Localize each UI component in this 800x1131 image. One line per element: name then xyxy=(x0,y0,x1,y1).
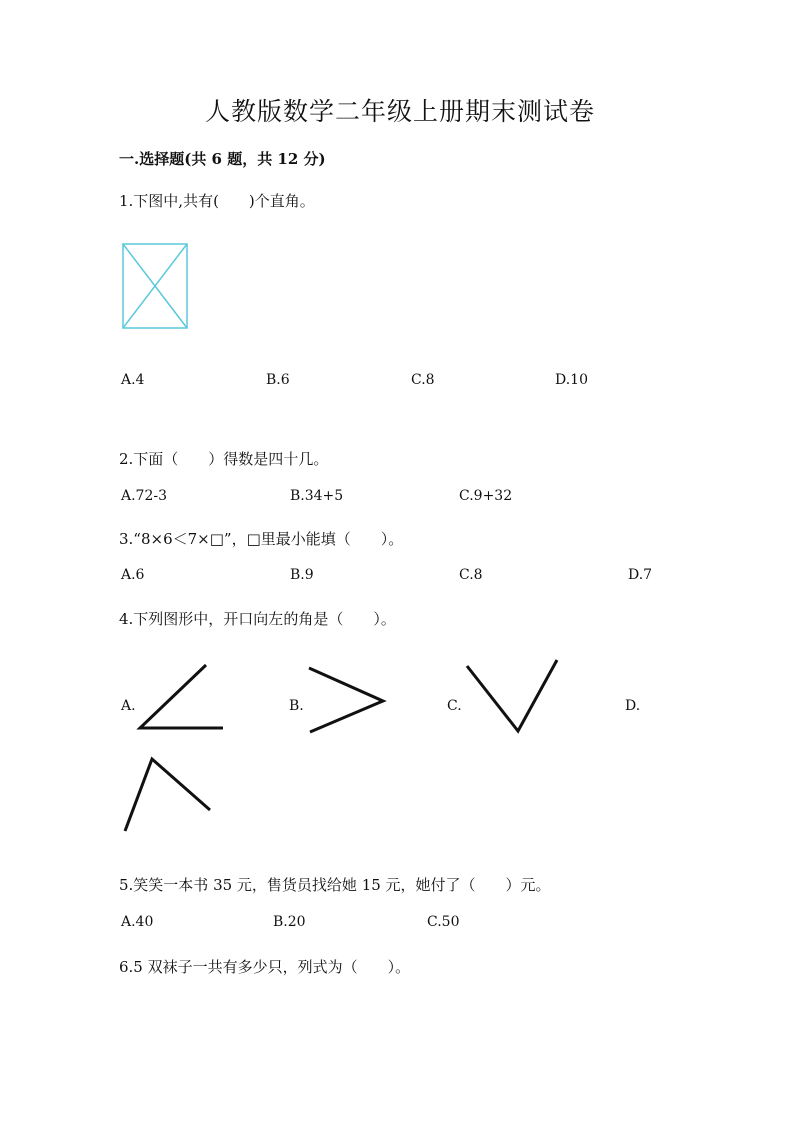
q2-option-b: B.34+5 xyxy=(290,488,344,504)
question-6-stem: 6.5 双袜子一共有多少只，列式为（ ）。 xyxy=(119,958,411,976)
q5-option-c: C.50 xyxy=(427,914,460,930)
question-4-stem: 4.下列图形中，开口向左的角是（ ）。 xyxy=(119,610,396,628)
q4-option-b: B. xyxy=(289,698,304,714)
question-3-stem: 3.“8×6＜7×□”，□里最小能填（ ）。 xyxy=(119,530,404,548)
q1-option-a: A.4 xyxy=(121,372,145,388)
angle-c-figure xyxy=(464,657,562,735)
angle-d-figure xyxy=(121,754,215,834)
angle-a-figure xyxy=(135,662,227,732)
q3-option-a: A.6 xyxy=(121,567,145,583)
q5-option-b: B.20 xyxy=(273,914,306,930)
q3-option-c: C.8 xyxy=(459,567,483,583)
q3-option-d: D.7 xyxy=(628,567,653,583)
q1-option-b: B.6 xyxy=(266,372,290,388)
page-title: 人教版数学二年级上册期末测试卷 xyxy=(204,97,595,126)
question-1-stem: 1.下图中,共有( )个直角。 xyxy=(119,192,315,210)
q4-option-c: C. xyxy=(447,698,462,714)
q1-option-c: C.8 xyxy=(411,372,435,388)
q5-option-a: A.40 xyxy=(121,914,154,930)
q4-option-d: D. xyxy=(625,698,641,714)
question-5-stem: 5.笑笑一本书 35 元，售货员找给她 15 元，她付了（ ）元。 xyxy=(119,876,551,894)
q3-option-b: B.9 xyxy=(290,567,314,583)
q4-option-a: A. xyxy=(121,698,136,714)
q2-option-c: C.9+32 xyxy=(459,488,513,504)
question-2-stem: 2.下面（ ）得数是四十几。 xyxy=(119,450,329,468)
rectangle-diagonals-figure xyxy=(122,243,188,329)
section-heading: 一.选择题(共 6 题，共 12 分) xyxy=(119,150,326,168)
angle-b-figure xyxy=(306,665,388,735)
q2-option-a: A.72-3 xyxy=(121,488,168,504)
q1-option-d: D.10 xyxy=(555,372,588,388)
